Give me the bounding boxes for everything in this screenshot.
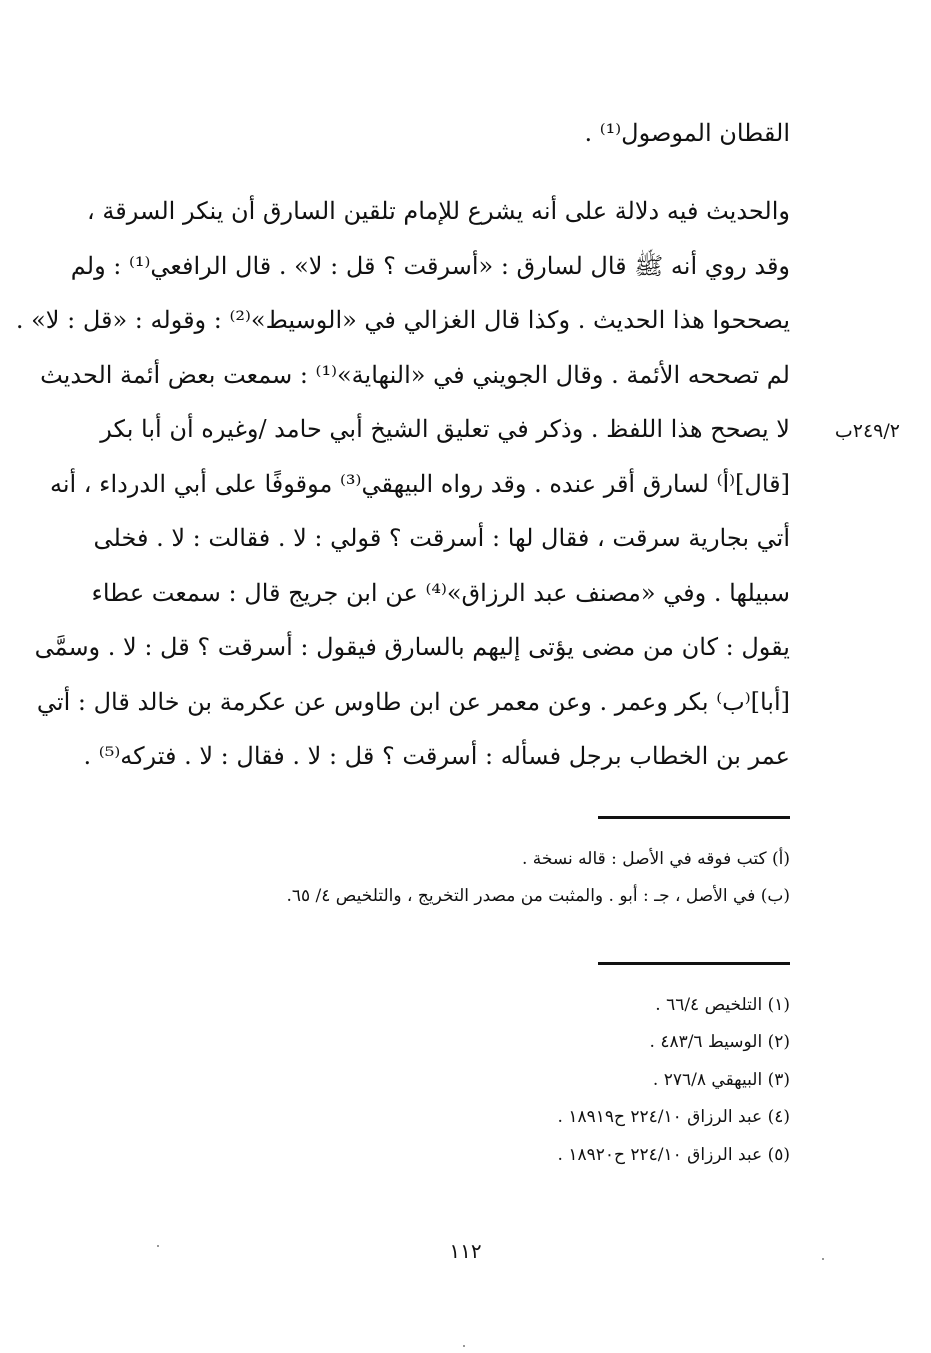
body-line-9: سبيلها . وفي «مصنف عبد الرزاق»⁽⁴⁾ عن ابن جريج قال : سمعت عطاء: [91, 579, 790, 607]
body-line-10: يقول : كان من مضى يؤتى إليهم بالسارق فيقول : أسرقت ؟ قل : لا . وسمَّى: [34, 633, 790, 661]
body-line-6: لا يصحح هذا اللفظ . وذكر في تعليق الشيخ أبي حامد /وغيره أن أبا بكر: [100, 415, 790, 443]
scan-speck: [822, 1258, 824, 1260]
body-line-2: والحديث فيه دلالة على أنه يشرع للإمام تلقين السارق أن ينكر السرقة ،: [86, 197, 790, 225]
body-line-3: وقد روي أنه ﷺ قال لسارق : «أسرقت ؟ قل : لا» . قال الرافعي⁽¹⁾ : ولم: [70, 252, 790, 280]
source-note-1: (١) التلخيص ٦٦/٤ .: [655, 995, 790, 1015]
manuscript-folio-marker: ٢٤٩/٢ب: [834, 420, 900, 442]
body-line-7: [قال]⁽أ⁾ لسارق أقر عنده . وقد رواه البيهقي⁽³⁾ موقوفًا على أبي الدرداء ، أنه: [49, 470, 790, 498]
source-note-3: (٣) البيهقي ٢٧٦/٨ .: [652, 1070, 790, 1090]
variant-note-a: (أ) كتب فوقه في الأصل : قاله نسخة .: [521, 849, 790, 869]
source-note-4: (٤) عبد الرزاق ٢٢٤/١٠ ح١٨٩١٩ .: [557, 1107, 790, 1127]
page-number: ١١٢: [449, 1239, 482, 1263]
source-note-5: (٥) عبد الرزاق ٢٢٤/١٠ ح١٨٩٢٠ .: [557, 1145, 790, 1165]
body-line-12: عمر بن الخطاب برجل فسأله : أسرقت ؟ قل : لا . فقال : لا . فتركه⁽⁵⁾ .: [83, 742, 790, 770]
body-line-8: أتي بجارية سرقت ، فقال لها : أسرقت ؟ قولي : لا . فقالت : لا . فخلى: [93, 524, 790, 552]
body-line-1: القطان الموصول⁽¹⁾ .: [584, 119, 790, 147]
scan-speck: [463, 1345, 465, 1347]
variant-note-b: (ب) في الأصل ، جـ : أبو . والمثبت من مصدر التخريج ، والتلخيص ٤/ ٦٥.: [286, 886, 790, 906]
scan-speck: [157, 1245, 159, 1247]
variant-notes-divider: [598, 816, 790, 819]
body-line-11: [أبا]⁽ب⁾ بكر وعمر . وعن معمر عن ابن طاوس عن عكرمة بن خالد قال : أتي: [36, 688, 790, 716]
body-line-5: لم تصححه الأئمة . وقال الجويني في «النهاية»⁽¹⁾ : سمعت بعض أئمة الحديث: [40, 361, 790, 389]
source-notes-divider: [598, 962, 790, 965]
source-note-2: (٢) الوسيط ٤٨٣/٦ .: [649, 1032, 790, 1052]
body-line-4: يصححوا هذا الحديث . وكذا قال الغزالي في «الوسيط»⁽²⁾ : وقوله : «قل : لا» .: [15, 306, 790, 334]
